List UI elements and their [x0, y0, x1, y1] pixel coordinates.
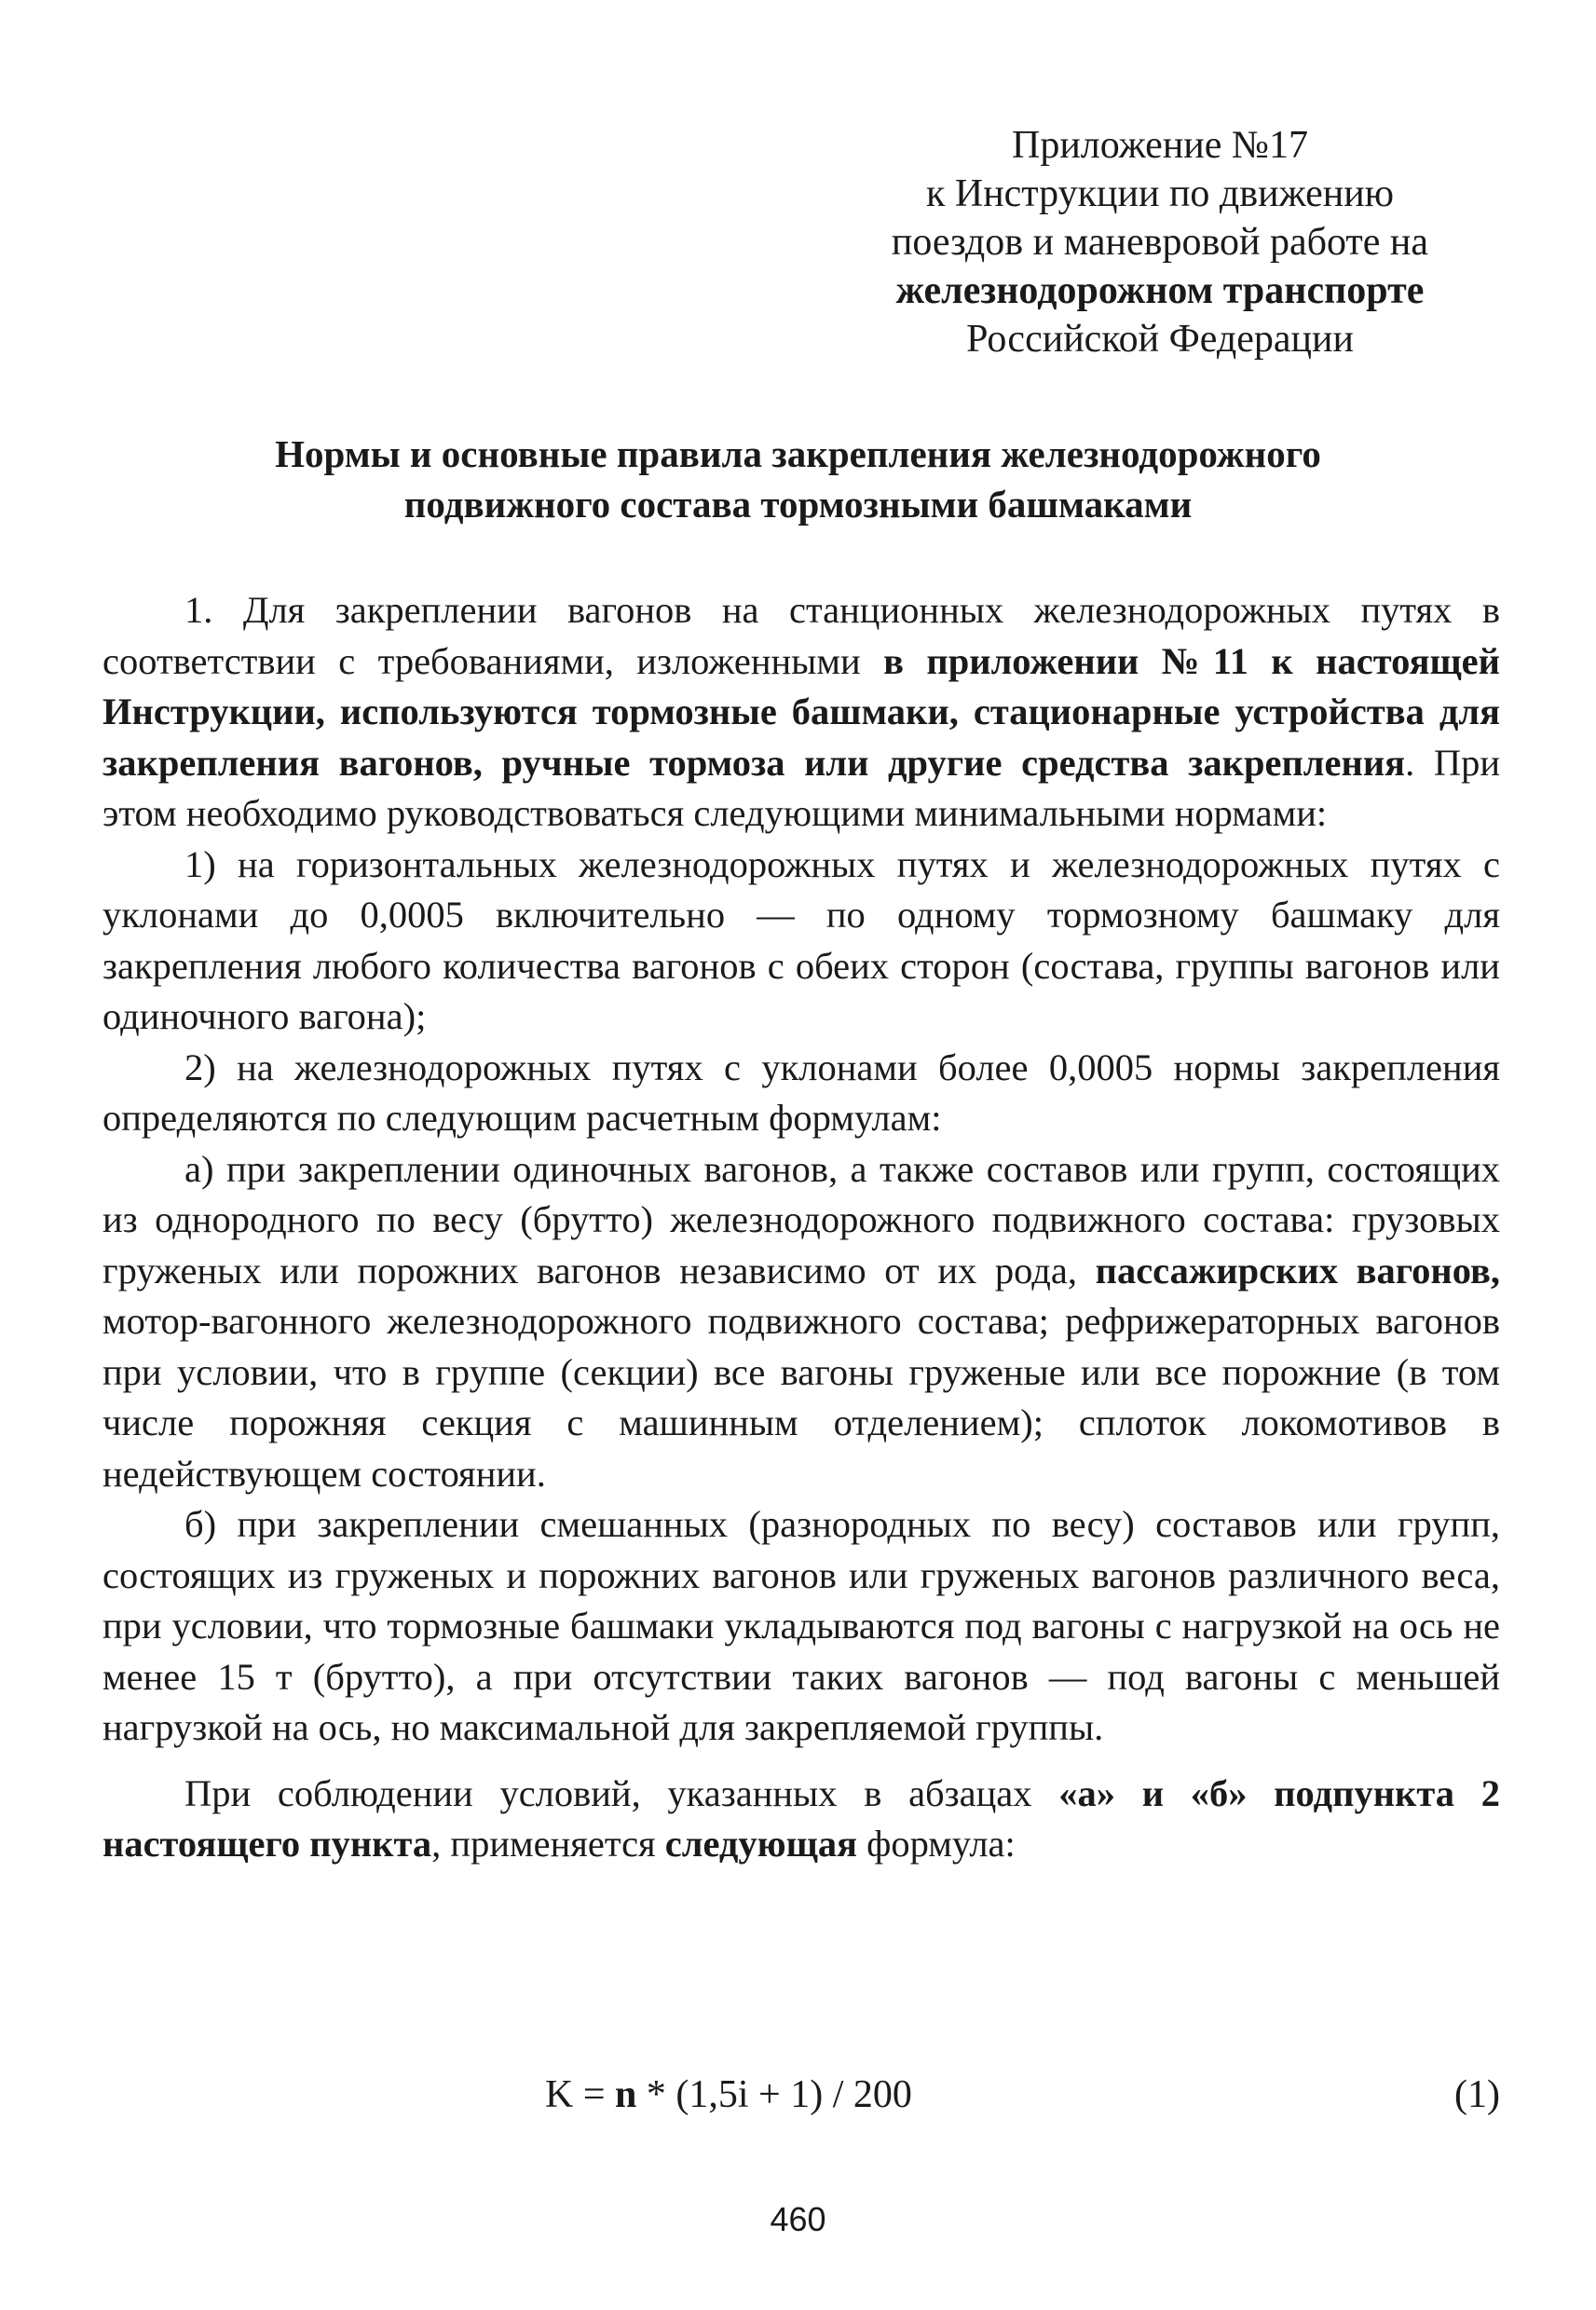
appendix-line-2: к Инструкции по движению — [925, 172, 1395, 215]
paragraph-4 — [102, 1144, 1500, 1500]
paragraph-6-bold-d: следующая — [664, 1823, 857, 1865]
page-number: 460 — [770, 2200, 826, 2238]
appendix-header — [792, 121, 1528, 363]
appendix-line-3: поездов и маневровой работе на — [891, 221, 1429, 264]
formula-number: (1) — [1454, 2073, 1500, 2116]
title-line-1: Нормы и основные правила закрепления железнодорожного — [275, 432, 1321, 475]
paragraph-2: 1) на горизонтальных железнодорожных путях и железнодорожных путях с уклонами до 0,0005 включительно — по одному тормозному башмаку для закрепления любого количества вагонов с обеих сторон (состава, группы вагонов или одиночного вагона); — [102, 842, 1500, 1037]
paragraph-1 — [102, 585, 1500, 840]
formula-1 — [102, 2067, 1500, 2123]
paragraph-6 — [102, 1769, 1500, 1870]
paragraph-6-text-c: , применяется — [431, 1823, 665, 1865]
paragraph-6-text-a: При соблюдении условий, указанных в абзацах — [184, 1771, 1059, 1814]
paragraph-5: б) при закреплении смешанных (разнородных по весу) составов или групп, состоящих из груженых и порожних вагонов или груженых вагонов различного веса, при условии, что тормозные башмаки укладываются под вагоны с нагрузкой на ось не менее 15 т (брутто), а при отсутствии таких вагонов — под вагоны с меньшей нагрузкой на ось, но максимальной для закрепляемой группы. — [102, 1503, 1500, 1748]
formula-left: K = — [545, 2073, 616, 2116]
title-line-2: подвижного состава тормозными башмаками — [403, 483, 1193, 526]
formula-expression — [545, 2067, 912, 2123]
document-title — [140, 429, 1456, 529]
paragraph-4-bold: пассажирских вагонов, — [1095, 1249, 1500, 1292]
formula-n: n — [615, 2073, 637, 2116]
paragraph-4-text-a: а) при закреплении одиночных вагонов, а также составов или групп, состоящих из однородного по весу (брутто) железнодорожного подвижного состава: грузовых груженых или порожних вагонов независимо от их рода, — [102, 1147, 1500, 1292]
appendix-line-5: Российской Федерации — [966, 318, 1354, 361]
paragraph-1-bold: в приложении №11 к настоящей Инструкции, используются тормозные башмаки, стационарные устройства для закрепления вагонов, ручные тормоза или другие средства закрепления — [102, 639, 1500, 784]
paragraph-1-text-c: . При этом необходимо руководствоваться следующими минимальными нормами: — [102, 741, 1500, 834]
appendix-line-1: Приложение №17 — [1012, 124, 1308, 167]
paragraph-6-bold-b: «а» и «б» подпункта 2 настоящего пункта — [102, 1771, 1500, 1865]
appendix-line-4: железнодорожном транспорте — [895, 269, 1425, 312]
formula-right: * (1,5i + 1) / 200 — [636, 2073, 912, 2116]
body-text — [102, 585, 1500, 1870]
paragraph-4-text-c: мотор-вагонного железнодорожного подвижного состава; рефрижераторных вагонов при условии, что в группе (секции) все вагоны груженые или все порожние (в том числе порожняя секция с машинным отделением); сплоток локомотивов в недействующем состоянии. — [102, 1300, 1500, 1495]
paragraph-3: 2) на железнодорожных путях с уклонами более 0,0005 нормы закрепления определяются по следующим расчетным формулам: — [102, 1046, 1500, 1139]
paragraph-6-text-e: формула: — [856, 1823, 1016, 1865]
paragraph-1-text-a: 1. Для закреплении вагонов на станционных железнодорожных путях в соответствии с требованиями, изложенными — [102, 589, 1500, 682]
